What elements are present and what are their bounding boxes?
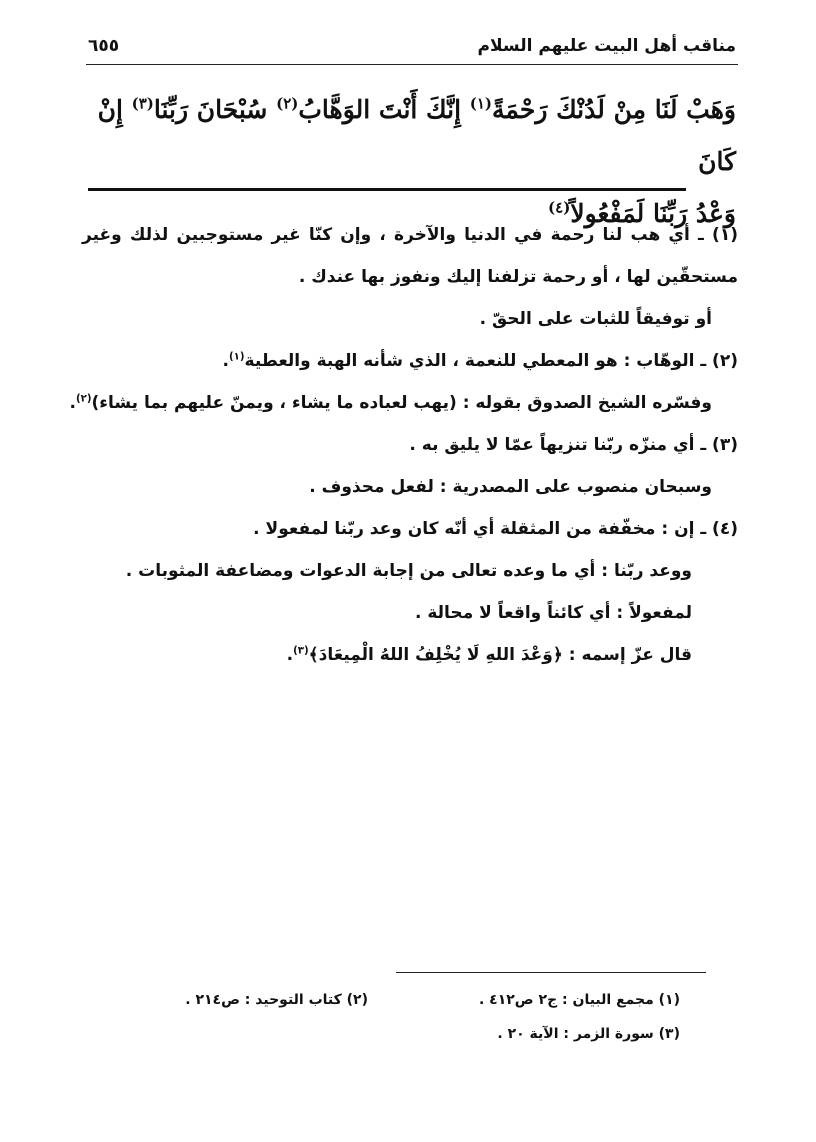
footnote-references bbox=[160, 992, 680, 1060]
reference-2: (٢) كتاب التوحيد : ص٢١٤ . bbox=[185, 992, 368, 1008]
note-4-line: لمفعولاً : أي كائناً واقعاً لا محالة . bbox=[414, 603, 692, 623]
footnote-marker: (٢) bbox=[75, 393, 92, 405]
reference-3: (٣) سورة الزمر : الآية ٢٠ . bbox=[497, 1026, 680, 1042]
note-text: . bbox=[222, 351, 229, 371]
reference-row bbox=[160, 1026, 680, 1060]
verse-text: إِنَّكَ أَنْتَ الوَهَّابُ bbox=[298, 95, 470, 124]
note-3-line: (٣) ـ أي منزّه ربّنا تنزيهاً عمّا لا يليق به . bbox=[409, 435, 738, 455]
reference-row bbox=[160, 992, 680, 1026]
note-4-line: ووعد ربّنا : أي ما وعده تعالى من إجابة الدعوات ومضاعفة المثوبات . bbox=[125, 561, 692, 581]
note-3-line: وسبحان منصوب على المصدرية : لفعل محذوف . bbox=[309, 477, 712, 497]
page-header bbox=[86, 30, 738, 65]
page-number: ٦٥٥ bbox=[88, 36, 120, 56]
footnote-divider bbox=[396, 972, 706, 973]
note-4-line: (٤) ـ إن : مخفّفة من المثقلة أي أنّه كان وعد ربّنا لمفعولا . bbox=[253, 519, 738, 539]
note-4-line bbox=[82, 634, 738, 676]
footnote-marker: (٢) bbox=[276, 94, 299, 113]
note-1-line: (١) ـ أي هب لنا رحمة في الدنيا والآخرة ، وإن كنّا غير مستوجبين لذلك وغير bbox=[82, 225, 738, 245]
section-divider bbox=[88, 188, 686, 191]
verse-text: وَعْدُ رَبِّنَا لَمَفْعُولاً bbox=[570, 199, 736, 228]
footnote-marker: (٣) bbox=[293, 645, 309, 657]
commentary-notes bbox=[69, 214, 738, 676]
note-2-line bbox=[69, 382, 738, 424]
verse-line-1 bbox=[80, 84, 736, 188]
footnote-marker: (٤) bbox=[548, 198, 571, 217]
verse-text: سُبْحَانَ رَبِّنَا bbox=[153, 95, 277, 124]
footnote-marker: (١) bbox=[469, 94, 493, 113]
note-text: . bbox=[69, 393, 76, 413]
verse-text: إِنْ كَانَ bbox=[97, 95, 736, 176]
verse-text: وَهَبْ لَنَا مِنْ لَدُنْكَ رَحْمَةً bbox=[492, 95, 736, 124]
note-text: وفسّره الشيخ الصدوق بقوله : (يهب لعباده ما يشاء ، ويمنّ عليهم بما يشاء) bbox=[91, 393, 712, 413]
note-text: . bbox=[286, 645, 294, 665]
footnote-marker: (١) bbox=[228, 351, 245, 363]
note-2-line bbox=[82, 340, 738, 382]
reference-1: (١) مجمع البيان : ج٢ ص٤١٢ . bbox=[478, 992, 680, 1008]
footnote-marker: (٣) bbox=[131, 94, 154, 113]
running-title: مناقب أهل البيت عليهم السلام bbox=[477, 36, 736, 56]
note-text: قال عزّ إسمه : ﴿وَعْدَ اللهِ لَا يُخْلِفُ اللهُ الْمِيعَادَ﴾ bbox=[308, 645, 692, 665]
note-text: (٢) ـ الوهّاب : هو المعطي للنعمة ، الذي شأنه الهبة والعطية bbox=[244, 351, 738, 371]
note-1-line: مستحقّين لها ، أو رحمة تزلفنا إليك ونفوز بها عندك . bbox=[298, 267, 738, 287]
note-1-line: أو توفيقاً للثبات على الحقّ . bbox=[479, 309, 712, 329]
